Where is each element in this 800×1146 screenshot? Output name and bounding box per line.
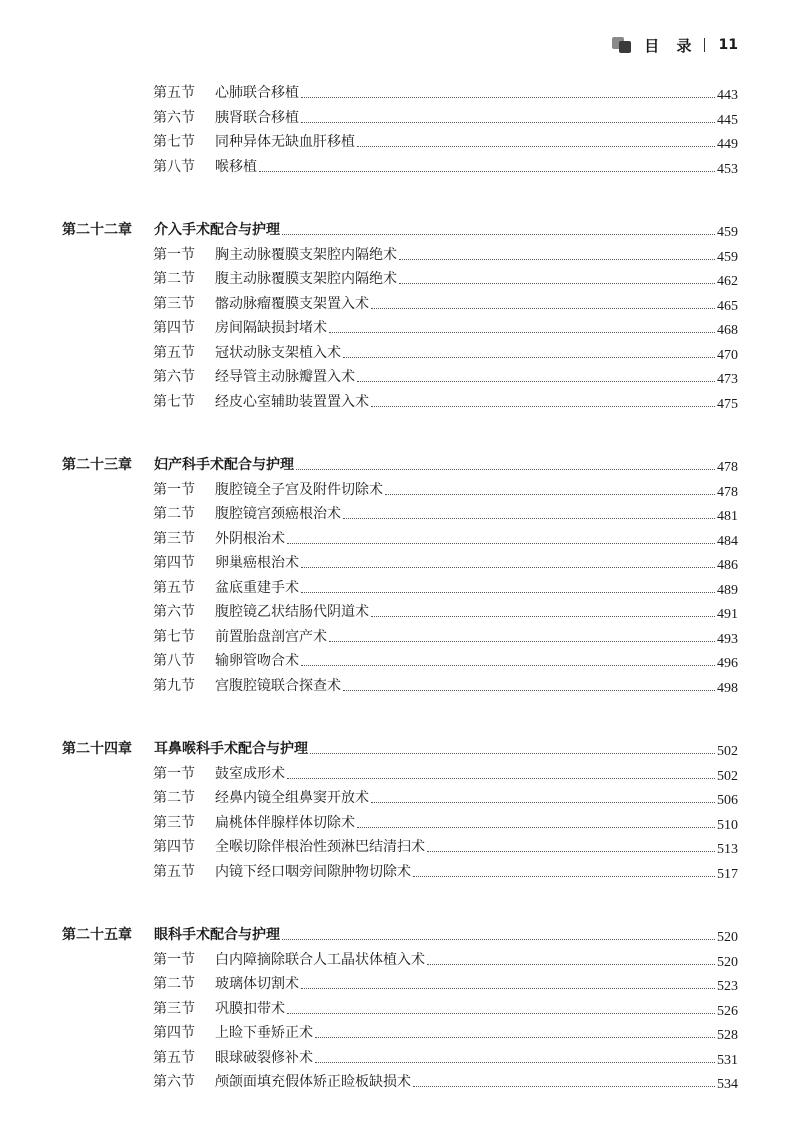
- toc-entry-title: 巩膜扣带术: [215, 1000, 285, 1017]
- dot-leader: [301, 96, 715, 98]
- dot-leader: [385, 493, 715, 495]
- toc-entry-page: 443: [717, 88, 738, 103]
- toc-entry-page: 498: [717, 680, 738, 696]
- toc-entry-page: 513: [717, 842, 738, 857]
- dot-leader: [371, 307, 715, 309]
- dot-leader: [282, 233, 715, 235]
- dot-leader: [399, 282, 715, 284]
- dot-leader: [413, 875, 715, 877]
- dot-leader: [357, 145, 715, 147]
- dot-leader: [371, 405, 715, 407]
- toc-entry-page: 520: [717, 929, 738, 945]
- toc-entry-number: 第六节: [153, 369, 195, 385]
- toc-section-entry[interactable]: [153, 475, 738, 499]
- dot-leader: [282, 938, 715, 940]
- dot-leader: [357, 380, 715, 382]
- toc-entry-title: 眼球破裂修补术: [215, 1049, 313, 1066]
- toc-section-entry[interactable]: [153, 783, 738, 807]
- toc-entry-page: 468: [717, 323, 738, 338]
- running-header: [612, 34, 738, 56]
- toc-chapter-entry[interactable]: [62, 920, 738, 944]
- toc-section-entry[interactable]: [153, 103, 738, 127]
- toc-entry-number: 第三节: [153, 295, 195, 312]
- toc-section-entry[interactable]: [153, 524, 738, 548]
- dot-leader: [287, 777, 715, 779]
- toc-entry-title: 经皮心室辅助装置置入术: [215, 393, 369, 410]
- toc-entry-number: 第八节: [153, 158, 195, 175]
- toc-entry-title: 输卵管吻合术: [215, 653, 299, 669]
- toc-entry-number: 第四节: [153, 839, 195, 855]
- toc-entry-page: 526: [717, 1003, 738, 1019]
- toc-chapter-entry[interactable]: [62, 215, 738, 239]
- toc-entry-title: 全喉切除伴根治性颈淋巴结清扫术: [215, 839, 425, 855]
- toc-entry-title: 外阴根治术: [215, 530, 285, 547]
- header-separator: [704, 38, 705, 52]
- toc-entry-number: 第七节: [153, 393, 195, 410]
- toc-section-entry[interactable]: [153, 289, 738, 313]
- toc-entry-number: 第二十三章: [62, 456, 132, 473]
- toc-entry-page: 502: [717, 743, 738, 759]
- toc-entry-title: 宫腹腔镜联合探查术: [215, 677, 341, 694]
- toc-entry-page: 478: [717, 484, 738, 500]
- toc-entry-number: 第四节: [153, 1025, 195, 1041]
- toc-entry-number: 第四节: [153, 555, 195, 571]
- toc-entry-page: 496: [717, 656, 738, 671]
- toc-entry-page: 481: [717, 509, 738, 524]
- toc-entry-number: 第三节: [153, 814, 195, 831]
- toc-chapter-entry[interactable]: [62, 734, 738, 758]
- toc-entry-title: 扁桃体伴腺样体切除术: [215, 814, 355, 831]
- toc-section-entry[interactable]: [153, 646, 738, 670]
- toc-entry-page: 510: [717, 817, 738, 833]
- toc-entry-page: 491: [717, 607, 738, 622]
- toc-entry-page: 475: [717, 396, 738, 412]
- toc-section-entry[interactable]: [153, 969, 738, 993]
- toc-section-entry[interactable]: [153, 152, 738, 176]
- toc-entry-title: 腹主动脉覆膜支架腔内隔绝术: [215, 271, 397, 287]
- toc-entry-title: 鼓室成形术: [215, 765, 285, 782]
- toc-section-entry[interactable]: [153, 127, 738, 151]
- toc-entry-number: 第七节: [153, 628, 195, 645]
- dot-leader: [310, 752, 715, 754]
- toc-section-entry[interactable]: [153, 499, 738, 523]
- dot-leader: [399, 258, 715, 260]
- toc-section-entry[interactable]: [153, 338, 738, 362]
- dot-leader: [413, 1085, 715, 1087]
- toc-section-entry[interactable]: [153, 759, 738, 783]
- toc-entry-number: 第二十二章: [62, 221, 132, 238]
- toc-entry-number: 第五节: [153, 344, 195, 361]
- dot-leader: [287, 1012, 715, 1014]
- toc-entry-title: 介入手术配合与护理: [154, 221, 280, 238]
- toc-entry-number: 第一节: [153, 246, 195, 263]
- toc-entry-title: 白内障摘除联合人工晶状体植入术: [215, 951, 425, 968]
- toc-entry-number: 第二十五章: [62, 926, 132, 943]
- toc-entry-number: 第四节: [153, 320, 195, 336]
- toc-entry-number: 第五节: [153, 863, 195, 880]
- toc-entry-page: 459: [717, 224, 738, 240]
- header-squares-icon: [612, 37, 634, 53]
- toc-entry-number: 第二节: [153, 271, 195, 287]
- toc-entry-page: 478: [717, 459, 738, 475]
- toc-entry-page: 502: [717, 768, 738, 784]
- toc-entry-title: 妇产科手术配合与护理: [154, 456, 294, 473]
- toc-section-entry[interactable]: [153, 548, 738, 572]
- dot-leader: [301, 121, 715, 123]
- toc-entry-title: 房间隔缺损封堵术: [215, 320, 327, 336]
- toc-entry-number: 第七节: [153, 134, 195, 150]
- toc-section-entry[interactable]: [153, 573, 738, 597]
- toc-section-entry[interactable]: [153, 264, 738, 288]
- toc-entry-title: 眼科手术配合与护理: [154, 926, 280, 943]
- dot-leader: [301, 664, 715, 666]
- toc-entry-title: 腹腔镜全子宫及附件切除术: [215, 481, 383, 498]
- dot-leader: [371, 801, 715, 803]
- toc-entry-number: 第一节: [153, 951, 195, 968]
- toc-section-entry[interactable]: [153, 857, 738, 881]
- dot-leader: [343, 689, 715, 691]
- toc-entry-title: 经鼻内镜全组鼻窦开放术: [215, 790, 369, 806]
- toc-entry-number: 第二节: [153, 976, 195, 992]
- toc-entry-title: 上睑下垂矫正术: [215, 1025, 313, 1041]
- toc-entry-page: 520: [717, 954, 738, 970]
- toc-section-entry[interactable]: [153, 362, 738, 386]
- toc-entry-number: 第二十四章: [62, 740, 132, 757]
- toc-entry-page: 531: [717, 1052, 738, 1068]
- toc-entry-number: 第五节: [153, 579, 195, 596]
- toc-entry-number: 第五节: [153, 1049, 195, 1066]
- toc-entry-number: 第六节: [153, 604, 195, 620]
- header-title: 目 录: [644, 36, 698, 55]
- toc-entry-number: 第六节: [153, 109, 195, 126]
- toc-entry-page: 462: [717, 274, 738, 289]
- toc-chapter-entry[interactable]: [62, 450, 738, 474]
- dot-leader: [329, 640, 715, 642]
- dot-leader: [259, 170, 715, 172]
- toc-section-entry[interactable]: [153, 387, 738, 411]
- toc-entry-title: 前置胎盘剖宫产术: [215, 628, 327, 645]
- toc-entry-title: 心肺联合移植: [215, 85, 299, 101]
- toc-entry-title: 卵巢癌根治术: [215, 555, 299, 571]
- toc-entry-number: 第一节: [153, 765, 195, 782]
- toc-section-entry[interactable]: [153, 1018, 738, 1042]
- dot-leader: [315, 1061, 715, 1063]
- toc-entry-title: 腹腔镜乙状结肠代阴道术: [215, 604, 369, 620]
- toc-entry-title: 同种异体无缺血肝移植: [215, 134, 355, 150]
- toc-entry-page: 470: [717, 347, 738, 363]
- toc-entry-title: 腹腔镜宫颈癌根治术: [215, 506, 341, 522]
- toc-entry-number: 第二节: [153, 506, 195, 522]
- dot-leader: [301, 566, 715, 568]
- dot-leader: [357, 826, 715, 828]
- toc-entry-page: 484: [717, 533, 738, 549]
- toc-entry-number: 第三节: [153, 530, 195, 547]
- toc-entry-page: 517: [717, 866, 738, 882]
- toc-section-entry[interactable]: [153, 994, 738, 1018]
- dot-leader: [301, 987, 715, 989]
- toc-entry-page: 493: [717, 631, 738, 647]
- dot-leader: [343, 356, 715, 358]
- toc-entry-title: 盆底重建手术: [215, 579, 299, 596]
- toc-entry-number: 第八节: [153, 653, 195, 669]
- toc-section-entry[interactable]: [153, 597, 738, 621]
- toc-section-entry[interactable]: [153, 945, 738, 969]
- toc-entry-page: 449: [717, 137, 738, 152]
- toc-entry-title: 胸主动脉覆膜支架腔内隔绝术: [215, 246, 397, 263]
- dot-leader: [296, 468, 715, 470]
- toc-section-entry[interactable]: [153, 78, 738, 102]
- header-page-number: 11: [718, 37, 738, 53]
- toc-entry-number: 第三节: [153, 1000, 195, 1017]
- toc-section-entry[interactable]: [153, 832, 738, 856]
- toc-entry-page: 523: [717, 979, 738, 994]
- toc-entry-number: 第二节: [153, 790, 195, 806]
- toc-entry-page: 528: [717, 1028, 738, 1043]
- toc-entry-title: 冠状动脉支架植入术: [215, 344, 341, 361]
- dot-leader: [427, 963, 715, 965]
- dot-leader: [343, 517, 715, 519]
- toc-entry-page: 506: [717, 793, 738, 808]
- toc-entry-number: 第九节: [153, 677, 195, 694]
- toc-section-entry[interactable]: [153, 622, 738, 646]
- dot-leader: [301, 591, 715, 593]
- toc-entry-page: 473: [717, 372, 738, 387]
- toc-entry-number: 第一节: [153, 481, 195, 498]
- toc-entry-page: 445: [717, 112, 738, 128]
- toc-section-entry[interactable]: [153, 313, 738, 337]
- toc-entry-title: 髂动脉瘤覆膜支架置入术: [215, 295, 369, 312]
- toc-entry-page: 453: [717, 161, 738, 177]
- dot-leader: [315, 1036, 715, 1038]
- toc-section-entry[interactable]: [153, 1067, 738, 1091]
- toc-entry-title: 内镜下经口咽旁间隙肿物切除术: [215, 863, 411, 880]
- toc-entry-title: 玻璃体切割术: [215, 976, 299, 992]
- dot-leader: [287, 542, 715, 544]
- toc-entry-number: 第六节: [153, 1074, 195, 1090]
- toc-entry-title: 耳鼻喉科手术配合与护理: [154, 740, 308, 757]
- toc-entry-title: 喉移植: [215, 158, 257, 175]
- toc-section-entry[interactable]: [153, 671, 738, 695]
- dot-leader: [427, 850, 715, 852]
- toc-section-entry[interactable]: [153, 240, 738, 264]
- toc-section-entry[interactable]: [153, 808, 738, 832]
- toc-entry-page: 534: [717, 1077, 738, 1092]
- dot-leader: [329, 331, 715, 333]
- toc-entry-page: 486: [717, 558, 738, 573]
- toc-entry-page: 489: [717, 582, 738, 598]
- toc-section-entry[interactable]: [153, 1043, 738, 1067]
- toc-entry-title: 胰肾联合移植: [215, 109, 299, 126]
- toc-entry-page: 465: [717, 298, 738, 314]
- toc-entry-page: 459: [717, 249, 738, 265]
- toc-entry-title: 经导管主动脉瓣置入术: [215, 369, 355, 385]
- toc-entry-title: 颅颌面填充假体矫正睑板缺损术: [215, 1074, 411, 1090]
- toc-entry-number: 第五节: [153, 85, 195, 101]
- dot-leader: [371, 615, 715, 617]
